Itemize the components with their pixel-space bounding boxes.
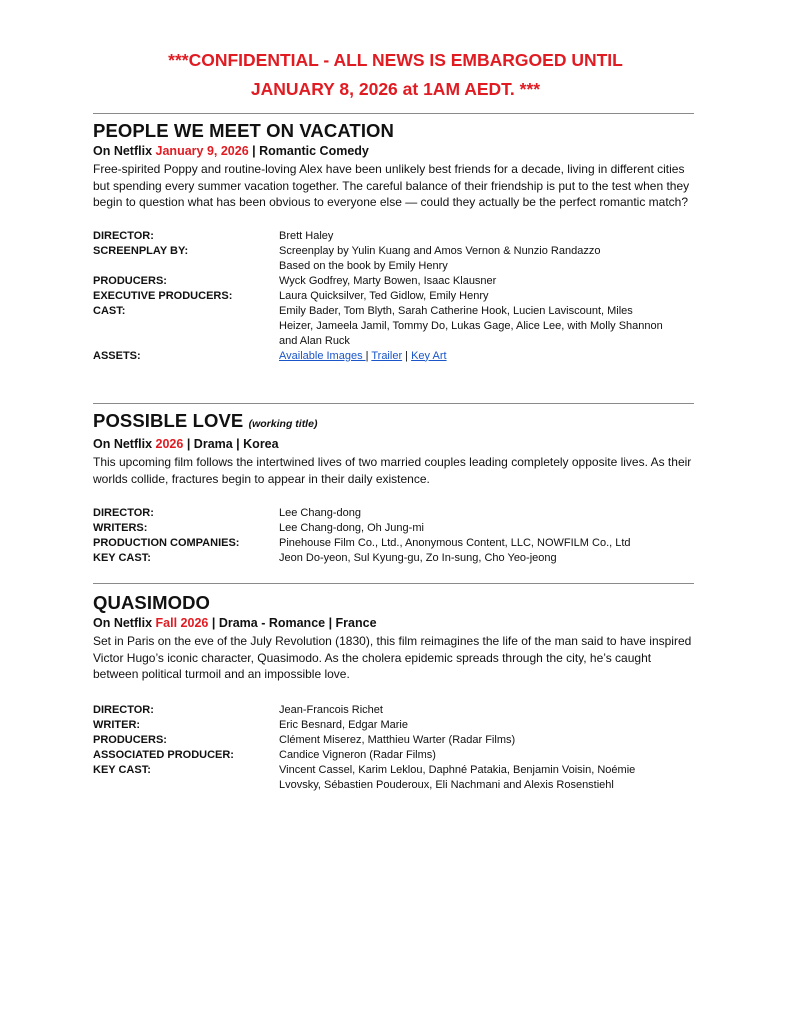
credit-row-key-cast xyxy=(93,763,695,793)
release-date: 2026 xyxy=(155,437,184,451)
credit-value: Jeon Do-yeon, Sul Kyung-gu, Zo In-sung, Cho Yeo-jeong xyxy=(279,552,557,564)
credit-label: WRITERS: xyxy=(93,522,148,534)
credit-label: PRODUCTION COMPANIES: xyxy=(93,537,240,549)
credit-row-producers xyxy=(93,274,695,289)
credit-row-director xyxy=(93,703,695,718)
embargo-banner xyxy=(0,46,791,104)
credit-value: Wyck Godfrey, Marty Bowen, Isaac Klausner xyxy=(279,274,497,287)
credit-value: Lee Chang-dong xyxy=(279,507,361,519)
credit-label: DIRECTOR: xyxy=(93,229,154,242)
film-release-line xyxy=(93,615,695,632)
credit-value: Screenplay by Yulin Kuang and Amos Vernon & Nunzio Randazzo Based on the book by Emily Henry xyxy=(279,244,601,272)
on-netflix-label: On Netflix xyxy=(93,144,153,158)
credit-row-associated-producer xyxy=(93,748,695,763)
credit-row-writer xyxy=(93,718,695,733)
credit-label: KEY CAST: xyxy=(93,763,151,776)
credit-row-production-companies xyxy=(93,536,695,551)
credit-value: Candice Vigneron (Radar Films) xyxy=(279,748,436,761)
credit-value: Brett Haley xyxy=(279,229,334,242)
credit-value: Eric Besnard, Edgar Marie xyxy=(279,718,408,731)
film-synopsis: This upcoming film follows the intertwined lives of two married couples leading completely opposite lives. As their worlds collide, fractures begin to appear in their daily existence. xyxy=(93,455,692,486)
film-release-line xyxy=(93,143,695,160)
key-art-link[interactable]: Key Art xyxy=(411,349,447,362)
credit-label: DIRECTOR: xyxy=(93,507,154,519)
credit-value: Clément Miserez, Matthieu Warter (Radar Films) xyxy=(279,733,516,746)
credit-label: SCREENPLAY BY: xyxy=(93,244,189,257)
film-title: PEOPLE WE MEET ON VACATION xyxy=(93,120,395,141)
credit-label: ASSETS: xyxy=(93,349,141,362)
credit-row-executive-producers xyxy=(93,289,695,304)
film-title: POSSIBLE LOVE (working title) xyxy=(93,410,318,431)
credit-label: PRODUCERS: xyxy=(93,274,167,287)
credit-label: PRODUCERS: xyxy=(93,733,167,746)
credit-row-writers xyxy=(93,521,695,536)
genre-label: | Drama - Romance | France xyxy=(211,616,377,630)
credit-value: Jean-Francois Richet xyxy=(279,703,383,716)
credit-value: Lee Chang-dong, Oh Jung-mi xyxy=(279,522,424,534)
credit-value: Pinehouse Film Co., Ltd., Anonymous Content, LLC, NOWFILM Co., Ltd xyxy=(279,537,631,549)
on-netflix-label: On Netflix xyxy=(93,437,153,451)
film-section-possible-love xyxy=(93,410,695,566)
credit-row-producers xyxy=(93,733,695,748)
asset-links: Available Images | Trailer | Key Art xyxy=(279,349,447,362)
on-netflix-label: On Netflix xyxy=(93,616,153,630)
credit-label: WRITER: xyxy=(93,718,141,731)
credit-label: ASSOCIATED PRODUCER: xyxy=(93,748,234,761)
credit-row-cast xyxy=(93,304,695,349)
trailer-link[interactable]: Trailer xyxy=(371,349,403,362)
credit-row-screenplay xyxy=(93,244,695,274)
credit-label: KEY CAST: xyxy=(93,552,151,564)
available-images-link[interactable]: Available Images xyxy=(279,349,366,362)
film-section-people-we-meet-on-vacation xyxy=(93,120,695,364)
release-date: January 9, 2026 xyxy=(155,144,249,158)
credit-value: Vincent Cassel, Karim Leklou, Daphné Patakia, Benjamin Voisin, Noémie Lvovsky, Sébastien Pouderoux, Eli Nachmani and Alexis Rosenstiehl xyxy=(279,763,636,791)
release-date: Fall 2026 xyxy=(155,616,209,630)
genre-label: | Romantic Comedy xyxy=(252,144,369,158)
credit-row-director xyxy=(93,506,695,521)
credit-label: DIRECTOR: xyxy=(93,703,154,716)
embargo-line-1: ***CONFIDENTIAL - ALL NEWS IS EMBARGOED UNTIL xyxy=(168,50,623,70)
credit-row-assets xyxy=(93,349,695,364)
embargo-line-2: JANUARY 8, 2026 at 1AM AEDT. *** xyxy=(250,79,541,99)
credits-table xyxy=(93,703,695,793)
film-release-line xyxy=(93,436,695,453)
credits-table xyxy=(93,506,695,566)
film-synopsis: Free-spirited Poppy and routine-loving Alex have been unlikely best friends for a decade, living in different cities but spending every summer vacation together. The careful balance of their friendship is put to the test when they begin to question what has been obvious to everyone else — could they actually be the perfect romantic match? xyxy=(93,162,690,209)
film-synopsis: Set in Paris on the eve of the July Revolution (1830), this film reimagines the life of the man said to have inspired Victor Hugo’s iconic character, Quasimodo. As the cholera epidemic spreads through the city, he’s caught between political turmoil and an impossible love. xyxy=(93,634,692,681)
divider xyxy=(93,583,694,584)
film-title: QUASIMODO xyxy=(93,592,211,613)
credits-table xyxy=(93,229,695,364)
credit-label: EXECUTIVE PRODUCERS: xyxy=(93,289,233,302)
credit-value: Emily Bader, Tom Blyth, Sarah Catherine Hook, Lucien Laviscount, Miles Heizer, Jameela Jamil, Tommy Do, Lukas Gage, Alice Lee, with Molly Shannon and Alan Ruck xyxy=(279,304,663,347)
film-section-quasimodo xyxy=(93,592,695,793)
working-title-note: (working title) xyxy=(248,418,318,430)
genre-label: | Drama | Korea xyxy=(186,437,279,451)
credit-row-key-cast xyxy=(93,551,695,566)
credit-row-director xyxy=(93,229,695,244)
credit-label: CAST: xyxy=(93,304,126,317)
divider xyxy=(93,403,694,404)
credit-value: Laura Quicksilver, Ted Gidlow, Emily Henry xyxy=(279,289,489,302)
divider xyxy=(93,113,694,114)
